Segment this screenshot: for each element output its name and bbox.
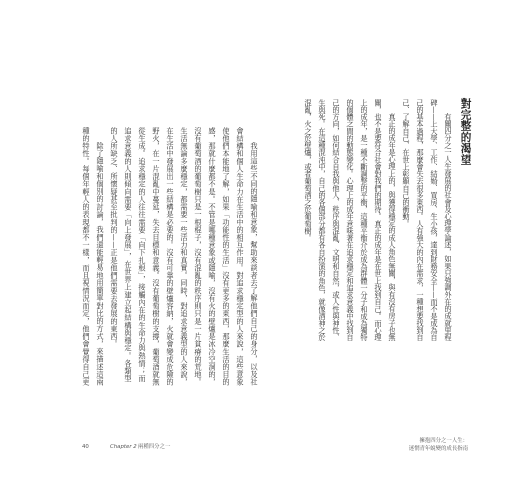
- book-title-line-2: 迷惘青年蛻變的成長指南: [408, 446, 468, 452]
- right-page: [260, 0, 520, 500]
- text-column: 己的基本過程，那麼會失去很多東西。人有強大的內在需求，一種想要找到自: [416, 99, 425, 342]
- text-column: 關，也不是要符合社會對我們的期待。真正的成年是在世上找到自己。而心理: [374, 99, 383, 342]
- text-column: 從生成。追求穩定的人往往需要「向下扎根」，接觸內在的生命力與熱情；而: [138, 127, 147, 383]
- text-column: 的個體之間的動態變化。心理上的成年意味著在追求穩定和追求意義中找到自: [346, 99, 355, 342]
- text-column: 使他們本能地了解，如果「功能性的生活」沒有更多的東西，那麼生活的目的: [222, 127, 231, 387]
- text-column: 混亂，火之於壁爐，或者葡萄酒之於葡萄樹。: [304, 99, 313, 242]
- text-column: 生與死。在這種混沌中，自己的各個部分都有各自扮演的角色，就像酒神之於: [318, 99, 327, 342]
- text-column: 我用這些不同的隱喻和意象，幫助來談者去了解他們自己的身分，以及社: [250, 142, 259, 387]
- text-column: 有關四分之一人生發展的社會及心理學論述，如果只強調外在的成就里程: [444, 113, 453, 342]
- text-column: 沒有葡萄酒的葡萄樹只是一根棍子，沒有混亂的秩序則只是一片貧瘠的荒地。: [194, 127, 203, 387]
- running-footer-book-title: [409, 437, 468, 453]
- text-column: 追求意義的人則傾向需要「向上發展」，在世界上建立起結構與穩定。各類型: [124, 127, 133, 383]
- running-footer-chapter-title: 兩種四分之一: [138, 444, 171, 450]
- text-column: 真正的成年是心理上的，與獲得穩定的成人角色無關，與有沒有房子也無: [388, 113, 397, 342]
- text-column: 在生活中發展出一些結構是必要的。沒有可靠的壁爐容納，火就會變成危險的: [166, 127, 175, 387]
- text-column: 生活無論多麼穩定，都需要一些活力和真實。同時，對追求意義型的人來說，: [180, 127, 189, 387]
- section-heading: 對完整的渴望: [459, 98, 472, 166]
- text-column: 己的方向，如何結合自我與他人、秩序與混亂、文明和自然，或人性與神性、: [332, 99, 341, 342]
- text-column: 種的特性。每個年輕人的表現都不一樣，而且視情況而定，他們會覺得自己更: [82, 127, 91, 387]
- text-column: 野火，在一片混亂中蔓延，失去目標和意義。沒有葡萄樹的支撐，葡萄酒就無: [152, 127, 161, 387]
- running-footer-chapter-label: Chapter 2: [110, 444, 137, 450]
- text-column: 的人所缺乏、所懷疑甚至批判的——正是他們需要去發展的東西。: [110, 127, 119, 348]
- page-number-left: 40: [82, 444, 89, 450]
- book-title-line-1: 擁抱四分之一人生：: [419, 438, 468, 444]
- text-column: 會結構和個人生命力在生活中的相互作用。對追求穩定型的人來說，這些意象: [236, 127, 245, 387]
- text-column: 上的成年，是一種不斷調整的平衡，這種平衡介於成為群體一分子和成為獨特: [360, 99, 369, 342]
- text-column: 感，那就什麼都不是。不管是哪種意象或隱喻，沒有火的壁爐是冰冷空洞的，: [208, 127, 217, 387]
- text-column: 碑——上大學、工作、結婚、買房、生小孩，達到財務安全——而不是成為自: [430, 99, 439, 341]
- text-column: 己、了解自己、在世上彰顯自己的衝動。: [402, 99, 411, 228]
- text-column: 除了隱喻和個別的討論，我們還能輕易地用簡單對比的方式，來描述這兩: [96, 142, 105, 387]
